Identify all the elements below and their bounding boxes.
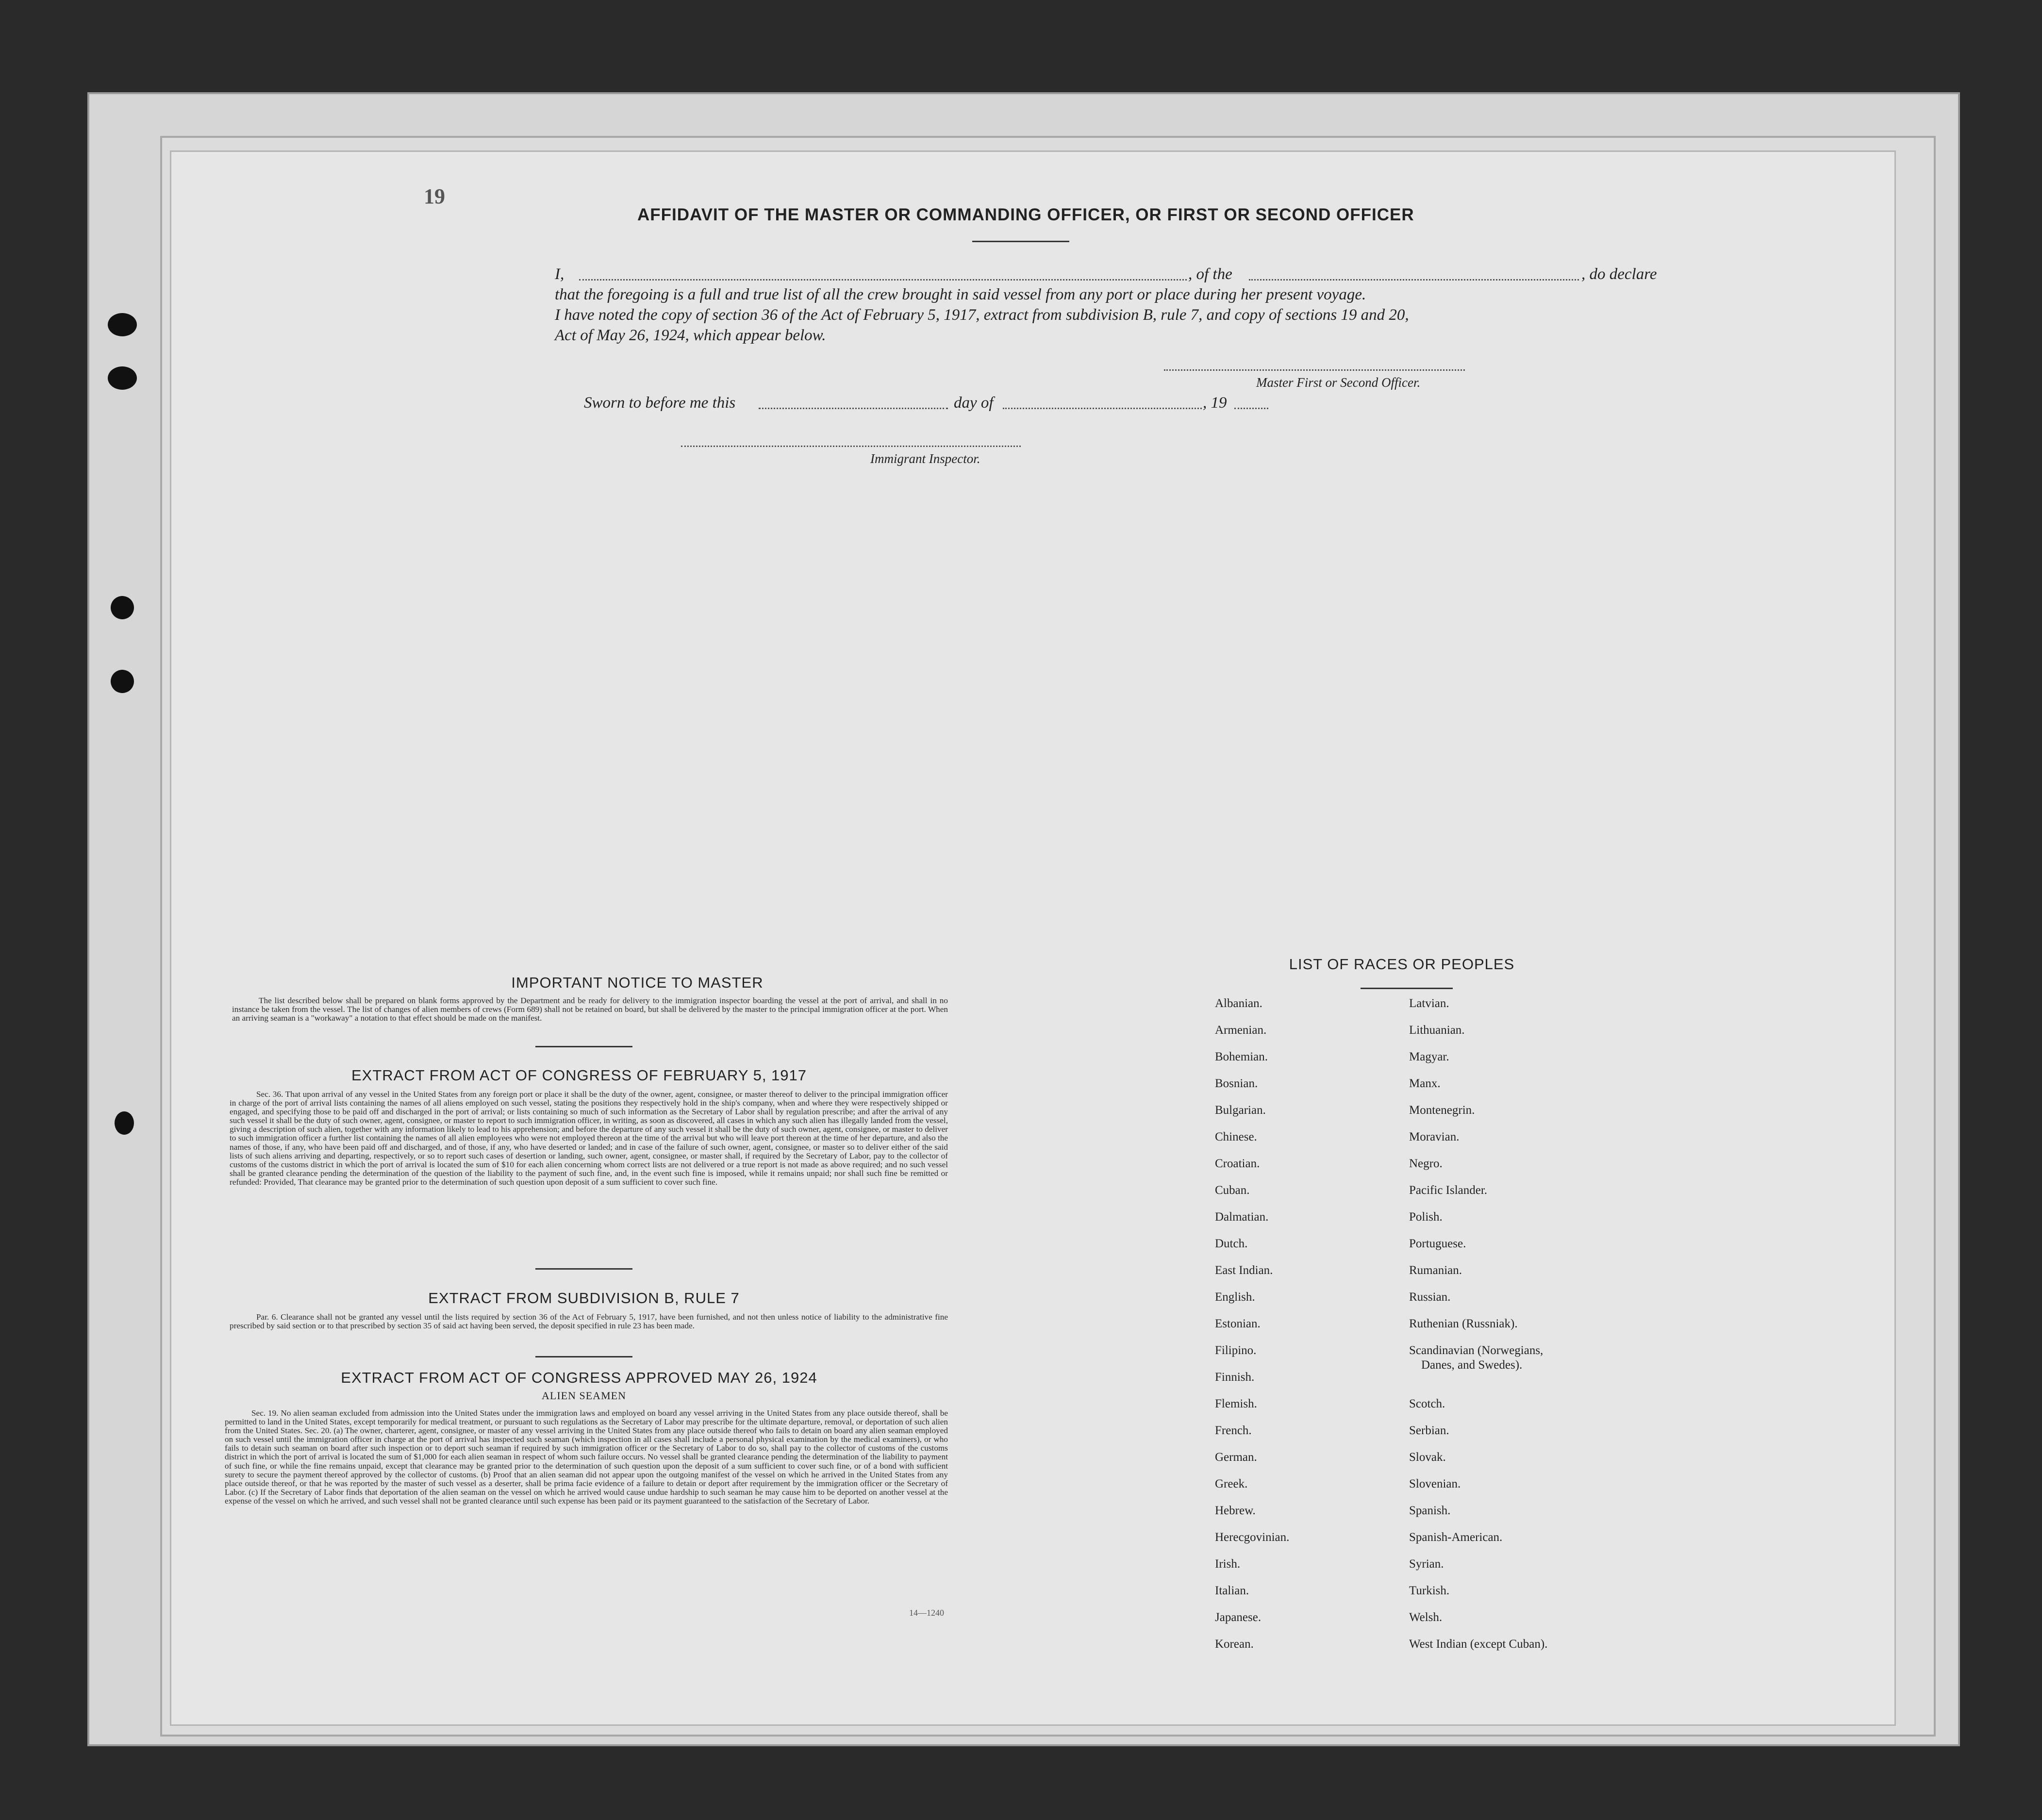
race-item: Irish. xyxy=(1215,1557,1241,1571)
race-item: Portuguese. xyxy=(1409,1237,1466,1250)
race-item: Dalmatian. xyxy=(1215,1210,1269,1224)
page-mark: 19 xyxy=(424,184,445,208)
punch-hole xyxy=(111,670,134,693)
race-item: Italian. xyxy=(1215,1584,1249,1597)
inspector-signature-label: Immigrant Inspector. xyxy=(870,451,980,466)
extract-1924-body: Sec. 19. No alien seaman excluded from admission into the United States under the immigration laws and employed on board any vessel arriving in the United States from any place outside thereof, shall be permitted to land in the United States, except temporarily for medical treatment, or pursuant to such regulations as the Secretary of Labor may prescribe for the ultimate departure, removal, or deportation of such alien from the United States. Sec. 20. (a) The owner, charterer, agent, consignee, or master of any vessel arriving in the United States from any place outside thereof who fails to detain on board any alien seaman employed on such vessel until the immigration officer in charge at the port of arrival has inspected such seaman (which inspection in all cases shall include a personal physical examination by the medical examiners), or who fails to detain such seaman on board after such inspection or to deport such seaman if required by such immigration officer or the Secretary of Labor to do so, shall pay to the collector of customs of the customs district in which the port of arrival is located the sum of $1,000 for each alien seaman in respect of whom such failure occurs. No vessel shall be granted clearance pending the determination of the liability to payment of such fine, or while the fine remains unpaid, except that clearance may be granted prior to the determination of such question upon the deposit of a sum sufficient to cover such fine, or of a bond with sufficient surety to secure the payment thereof approved by the collector of customs. (b) Proof that an alien seaman did not appear upon the outgoing manifest of the vessel on which he arrived in the United States from any place outside thereof, or that he was reported by the master of such vessel as a deserter, shall be prima facie evidence of a failure to detain or deport after requirement by the immigration officer or the Secretary of Labor. (c) If the Secretary of Labor finds that deportation of the alien seaman on the vessel on which he arrived would cause undue hardship to such seaman he may cause him to be deported on another vessel at the expense of the vessel on which he arrived, and such vessel shall not be granted clearance until such expense has been paid or its payment guaranteed to the satisfaction of the Secretary of Labor. xyxy=(225,1408,948,1506)
race-item: Pacific Islander. xyxy=(1409,1184,1488,1197)
race-item: Manx. xyxy=(1409,1077,1441,1090)
race-item: Polish. xyxy=(1409,1210,1443,1224)
punch-hole xyxy=(108,313,137,336)
section-rule xyxy=(535,1356,632,1357)
race-item: English. xyxy=(1215,1291,1255,1304)
extract-1924-subtitle: ALIEN SEAMEN xyxy=(542,1390,626,1402)
race-item: Hebrew. xyxy=(1215,1504,1256,1517)
race-item: Armenian. xyxy=(1215,1024,1267,1037)
races-rule xyxy=(1361,988,1453,989)
race-item: Negro. xyxy=(1409,1157,1443,1170)
race-item: East Indian. xyxy=(1215,1264,1273,1277)
race-item: German. xyxy=(1215,1451,1257,1464)
sworn-day-field[interactable] xyxy=(759,408,948,409)
affidavit-title: AFFIDAVIT OF THE MASTER OR COMMANDING OFFICER, OR FIRST OR SECOND OFFICER xyxy=(637,205,1414,224)
race-item: Welsh. xyxy=(1409,1611,1443,1624)
punch-hole xyxy=(111,596,134,619)
race-item: Spanish-American. xyxy=(1409,1531,1503,1544)
races-title: LIST OF RACES OR PEOPLES xyxy=(1289,956,1515,973)
section-rule xyxy=(535,1268,632,1270)
affidavit-of-the: , of the xyxy=(1188,265,1232,283)
form-number: 14—1240 xyxy=(909,1608,944,1618)
race-item: Syrian. xyxy=(1409,1557,1444,1571)
race-item: Serbian. xyxy=(1409,1424,1449,1437)
race-item: Croatian. xyxy=(1215,1157,1260,1170)
race-item: Japanese. xyxy=(1215,1611,1262,1624)
race-item: Dutch. xyxy=(1215,1237,1248,1250)
race-item: Flemish. xyxy=(1215,1397,1257,1410)
title-rule xyxy=(972,241,1069,242)
race-item: Filipino. xyxy=(1215,1344,1257,1357)
affidavit-do-declare: , do declare xyxy=(1581,265,1657,283)
extract-rule7-body: Par. 6. Clearance shall not be granted any vessel until the lists required by section 36 of the Act of February 5, 1917, have been furnished, and not then unless notice of liability to the administrative fine prescribed by said section or to that prescribed by section 35 of said act having been served, the deposit specified in rule 23 has been made. xyxy=(230,1312,948,1331)
race-item: Herecgovinian. xyxy=(1215,1531,1290,1544)
inspector-signature-field[interactable] xyxy=(681,446,1021,447)
race-item: Slovenian. xyxy=(1409,1477,1461,1490)
race-item: Slovak. xyxy=(1409,1451,1446,1464)
race-item: Scandinavian (Norwegians, xyxy=(1409,1344,1544,1357)
extract-1917-title: EXTRACT FROM ACT OF CONGRESS OF FEBRUARY 5, 1917 xyxy=(351,1067,807,1084)
notice-body: The list described below shall be prepared on blank forms approved by the Department and be ready for delivery to the immigration inspector boarding the vessel at the port of arrival, and shall in no instance be taken from the vessel. The list of changes of alien members of crews (Form 689) shall not be retained on board, but shall be delivered by the master to the principal immigration officer at the port. When an arriving seaman is a "workaway" a notation to that effect should be made on the manifest. xyxy=(232,996,948,1023)
race-item: Albanian. xyxy=(1215,997,1262,1010)
section-rule xyxy=(535,1046,632,1047)
race-item: Turkish. xyxy=(1409,1584,1450,1597)
race-item: Chinese. xyxy=(1215,1130,1257,1143)
race-item: Lithuanian. xyxy=(1409,1024,1465,1037)
race-item: Moravian. xyxy=(1409,1130,1460,1143)
punch-hole xyxy=(115,1111,134,1135)
affidavit-line-4: Act of May 26, 1924, which appear below. xyxy=(555,327,826,344)
affidavit-line-2: that the foregoing is a full and true list of all the crew brought in said vessel from any port or place during her present voyage. xyxy=(555,286,1366,303)
extract-1917-body: Sec. 36. That upon arrival of any vessel in the United States from any foreign port or place it shall be the duty of the owner, agent, consignee, or master thereof to deliver to the principal immigration officer in charge of the port of arrival lists containing the names of all aliens employed on such vessel, stating the positions they respectively hold in the ship's company, when and where they were respectively shipped or engaged, and specifying those to be paid off and discharged in the port of arrival; or lists containing so much of such information as the Secretary of Labor shall by regulation prescribe; and after the arrival of any such vessel it shall be the duty of such owner, agent, consignee, or master to report to such immigration officer, in writing, as soon as discovered, all cases in which any such alien has illegally landed from the vessel, giving a description of such alien, together with any information likely to lead to his apprehension; and before the departure of any such vessel it shall be the duty of such owner, agent, consignee, or master to deliver to such immigration officer a further list containing the names of all alien employees who were not employed thereon at the time of the arrival but who will leave port thereon at the time of her departure, and also the names of those, if any, who have been paid off and discharged, and of those, if any, who have deserted or landed; and in case of the failure of such owner, agent, consignee, or master so to deliver either of the said lists of such aliens arriving and departing, respectively, or so to report such cases of desertion or landing, such owner, agent, consignee, or master shall, if required by the Secretary of Labor, pay to the collector of customs of the customs district in which the port of arrival is located the sum of $10 for each alien concerning whom correct lists are not delivered or a true report is not made as above required; and no such vessel shall be granted clearance pending the determination of the question of the liability to the payment of such fine, and, in the event such fine is imposed, while it remains unpaid; nor shall such fine be remitted or refunded: Provided, That clearance may be granted prior to the determination of such question upon deposit of a sum sufficient to cover such fine. xyxy=(230,1090,948,1187)
race-item: Spanish. xyxy=(1409,1504,1451,1517)
race-item: Scotch. xyxy=(1409,1397,1445,1410)
race-item: Bosnian. xyxy=(1215,1077,1258,1090)
master-signature-label: Master First or Second Officer. xyxy=(1256,375,1421,390)
race-item: Estonian. xyxy=(1215,1317,1261,1330)
race-item: West Indian (except Cuban). xyxy=(1409,1638,1548,1651)
race-item: Russian. xyxy=(1409,1291,1451,1304)
race-item: Danes, and Swedes). xyxy=(1421,1358,1523,1372)
race-item: Latvian. xyxy=(1409,997,1449,1010)
race-item: Bulgarian. xyxy=(1215,1104,1266,1117)
extract-1924-title: EXTRACT FROM ACT OF CONGRESS APPROVED MAY 26, 1924 xyxy=(341,1369,817,1386)
race-item: Cuban. xyxy=(1215,1184,1250,1197)
form-page xyxy=(170,150,1896,1726)
master-signature-field[interactable] xyxy=(1164,369,1465,371)
race-item: Montenegrin. xyxy=(1409,1104,1475,1117)
vessel-field[interactable] xyxy=(1249,279,1579,281)
race-item: Ruthenian (Russniak). xyxy=(1409,1317,1518,1330)
race-item: Finnish. xyxy=(1215,1371,1255,1384)
race-item: Rumanian. xyxy=(1409,1264,1462,1277)
affidavit-line-3: I have noted the copy of section 36 of the Act of February 5, 1917, extract from subdivision B, rule 7, and copy of sections 19 and 20, xyxy=(555,306,1409,324)
sworn-year-field[interactable] xyxy=(1234,408,1268,409)
punch-hole xyxy=(108,366,137,390)
race-item: Bohemian. xyxy=(1215,1050,1268,1063)
race-item: Greek. xyxy=(1215,1477,1248,1490)
race-item: French. xyxy=(1215,1424,1252,1437)
race-item: Korean. xyxy=(1215,1638,1254,1651)
sworn-day-of: day of xyxy=(954,394,994,412)
affidavit-pronoun: I, xyxy=(555,265,564,283)
extract-rule7-title: EXTRACT FROM SUBDIVISION B, RULE 7 xyxy=(428,1290,740,1307)
sworn-year: , 19 xyxy=(1203,394,1227,412)
race-item: Magyar. xyxy=(1409,1050,1449,1063)
sworn-month-field[interactable] xyxy=(1003,408,1202,409)
sworn-before: Sworn to before me this xyxy=(584,394,736,412)
name-field[interactable] xyxy=(579,279,1187,281)
notice-title: IMPORTANT NOTICE TO MASTER xyxy=(511,974,764,991)
